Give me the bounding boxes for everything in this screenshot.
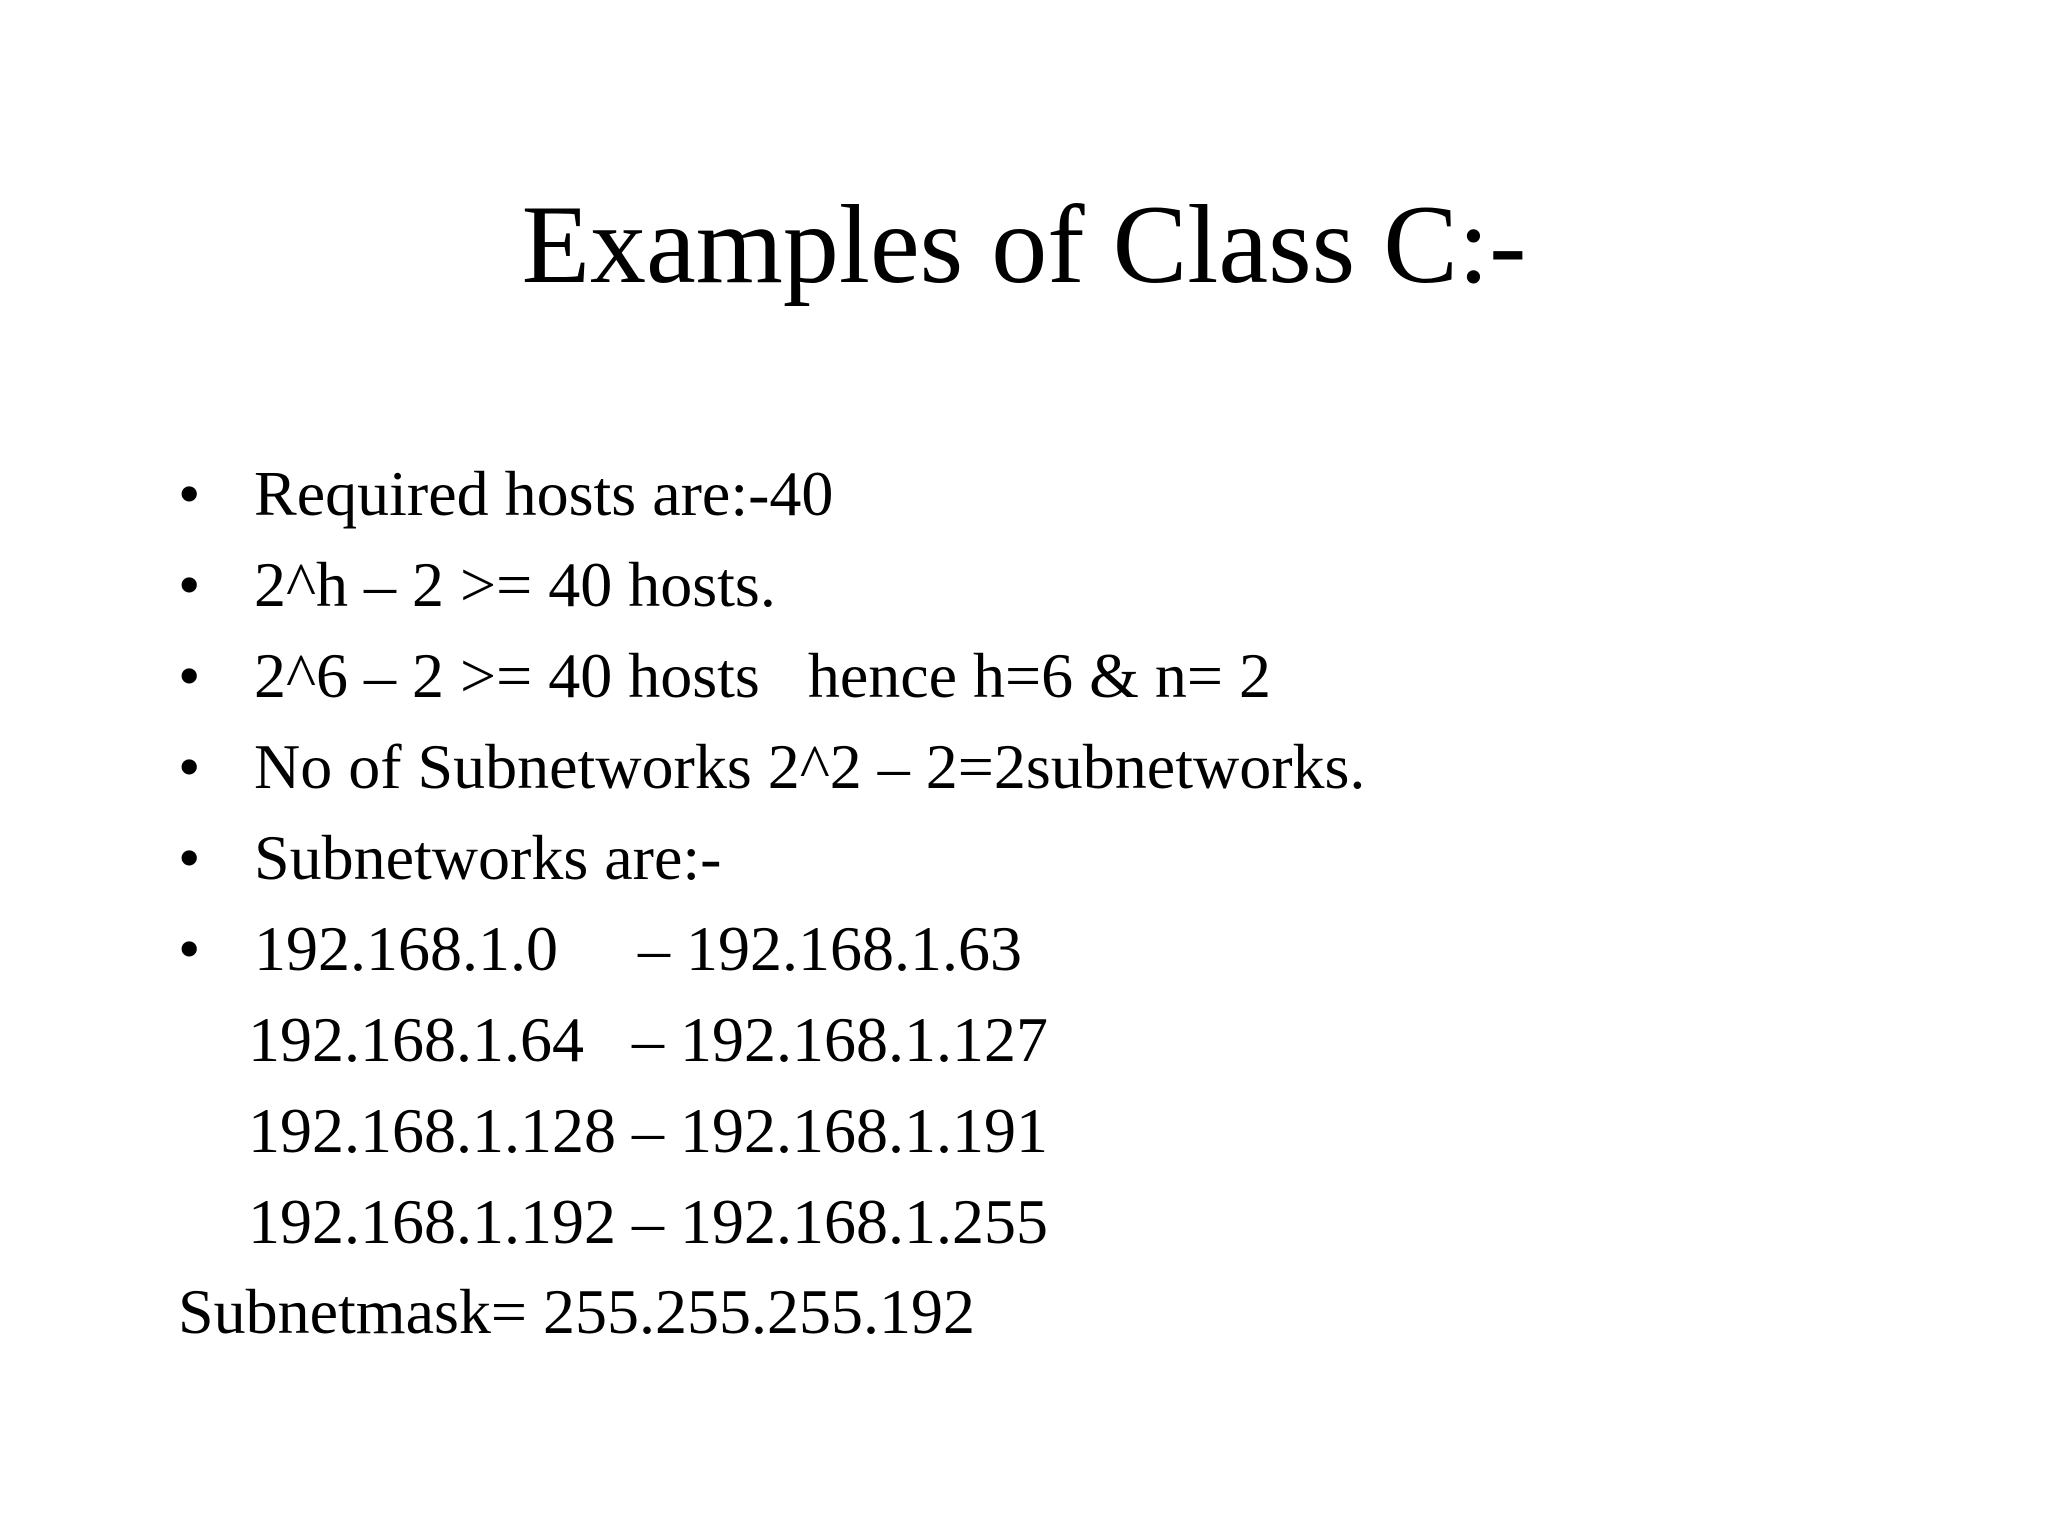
subnet-mask: Subnetmask= 255.255.255.192	[178, 1276, 975, 1347]
bullet-marker: •	[178, 731, 201, 802]
bullet-text: 2^6 – 2 >= 40 hosts hence h=6 & n= 2	[254, 640, 1271, 711]
bullet-item	[178, 547, 776, 638]
subnet-range	[178, 1184, 1048, 1275]
bullet-marker: •	[178, 913, 201, 984]
subnet-range	[178, 1093, 1048, 1184]
bullet-marker: •	[178, 822, 201, 893]
bullet-item	[178, 729, 1366, 820]
bullet-text: Subnetworks are:-	[254, 822, 722, 893]
bullet-marker: •	[178, 549, 201, 620]
slide-title: Examples of Class C:-	[521, 183, 1527, 307]
subnet-range-text: 192.168.1.192 – 192.168.1.255	[248, 1186, 1048, 1257]
bullet-text: No of Subnetworks 2^2 – 2=2subnetworks.	[254, 731, 1366, 802]
bullet-text: Required hosts are:-40	[254, 458, 834, 529]
subnet-range-text: 192.168.1.64 – 192.168.1.127	[248, 1004, 1048, 1075]
bullet-marker: •	[178, 640, 201, 711]
subnet-range-text: 192.168.1.128 – 192.168.1.191	[248, 1095, 1048, 1166]
subnet-range	[178, 1002, 1048, 1093]
bullet-text: 2^h – 2 >= 40 hosts.	[254, 549, 776, 620]
bullet-item	[178, 820, 722, 911]
bullet-marker: •	[178, 458, 201, 529]
bullet-list	[178, 456, 1366, 1275]
bullet-text: 192.168.1.0 – 192.168.1.63	[254, 913, 1022, 984]
bullet-item	[178, 638, 1271, 729]
bullet-item	[178, 456, 834, 547]
bullet-item	[178, 911, 1022, 1002]
